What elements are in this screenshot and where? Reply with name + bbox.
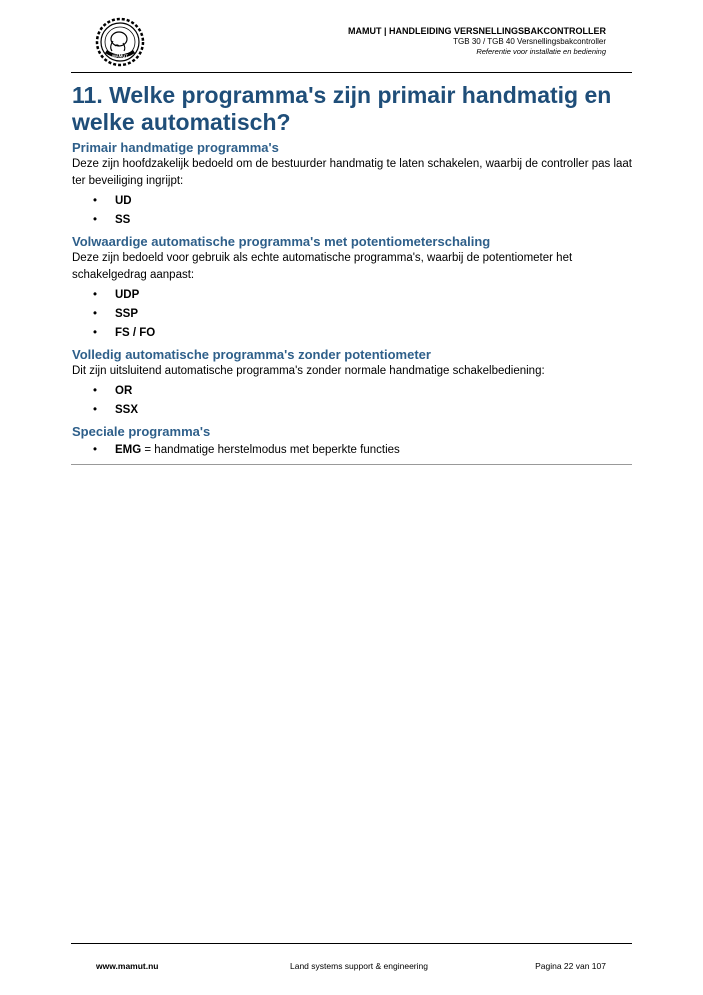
main-content [72, 82, 632, 459]
program-list-full-automatic-pot [72, 286, 632, 343]
header-reference: Referentie voor installatie en bediening [476, 47, 606, 56]
section-title-special: Speciale programma's [72, 424, 211, 439]
list-item [72, 382, 632, 401]
bullet-icon: • [93, 195, 98, 207]
program-name: SSP [115, 308, 139, 320]
program-list-primary-manual [72, 192, 632, 230]
footer-tagline: Land systems support & engineering [290, 961, 428, 971]
page-number: Pagina 22 van 107 [535, 961, 606, 971]
section-title-automatic-no-pot: Volledig automatische programma's zonder potentiometer [72, 347, 431, 362]
section-title-full-automatic-pot: Volwaardige automatische programma's met potentiometerschaling [72, 234, 491, 249]
bullet-icon: • [93, 308, 98, 320]
document-header [348, 25, 606, 57]
list-item [72, 401, 632, 420]
section-title-primary-manual: Primair handmatige programma's [72, 140, 279, 155]
footer-website: www.mamut.nu [96, 961, 159, 971]
list-item [72, 211, 632, 230]
program-list-automatic-no-pot [72, 382, 632, 420]
list-item [72, 192, 632, 211]
content-divider [71, 464, 632, 465]
header-divider [71, 72, 632, 73]
list-item [72, 286, 632, 305]
program-name: UD [115, 195, 132, 207]
list-item [72, 324, 632, 343]
header-subtitle: TGB 30 / TGB 40 Versnellingsbakcontroller [453, 37, 606, 46]
program-name: SS [115, 214, 131, 226]
section-text-primary-manual: Deze zijn hoofdzakelijk bedoeld om de bestuurder handmatig te laten schakelen, waarbij de controller pas laat ter beveiliging ingrijpt: [72, 158, 633, 187]
bullet-icon: • [93, 444, 98, 456]
bullet-icon: • [93, 289, 98, 301]
program-name: OR [115, 385, 133, 397]
bullet-icon: • [93, 385, 98, 397]
program-description: = handmatige herstelmodus met beperkte functies [141, 444, 400, 456]
footer-divider [71, 943, 632, 944]
bullet-icon: • [93, 327, 98, 339]
bullet-icon: • [93, 404, 98, 416]
logo-text: MAMUT [112, 53, 128, 59]
list-item [72, 305, 632, 324]
program-name: FS / FO [115, 327, 156, 339]
mamut-gear-logo-icon [95, 17, 145, 67]
program-name: UDP [115, 289, 140, 301]
list-item [72, 442, 632, 459]
section-text-automatic-no-pot: Dit zijn uitsluitend automatische programma's zonder normale handmatige schakelbediening: [72, 365, 545, 377]
program-list-special [72, 442, 632, 459]
program-name: EMG [115, 444, 142, 456]
bullet-icon: • [93, 214, 98, 226]
program-name: SSX [115, 404, 139, 416]
page-title: 11. Welke programma's zijn primair handmatig en welke automatisch? [72, 82, 612, 135]
mamut-logo [95, 17, 145, 67]
section-text-full-automatic-pot: Deze zijn bedoeld voor gebruik als echte automatische programma's, waarbij de potentiometer het schakelgedrag aanpast: [72, 252, 573, 281]
header-title: MAMUT | HANDLEIDING VERSNELLINGSBAKCONTROLLER [347, 26, 606, 36]
